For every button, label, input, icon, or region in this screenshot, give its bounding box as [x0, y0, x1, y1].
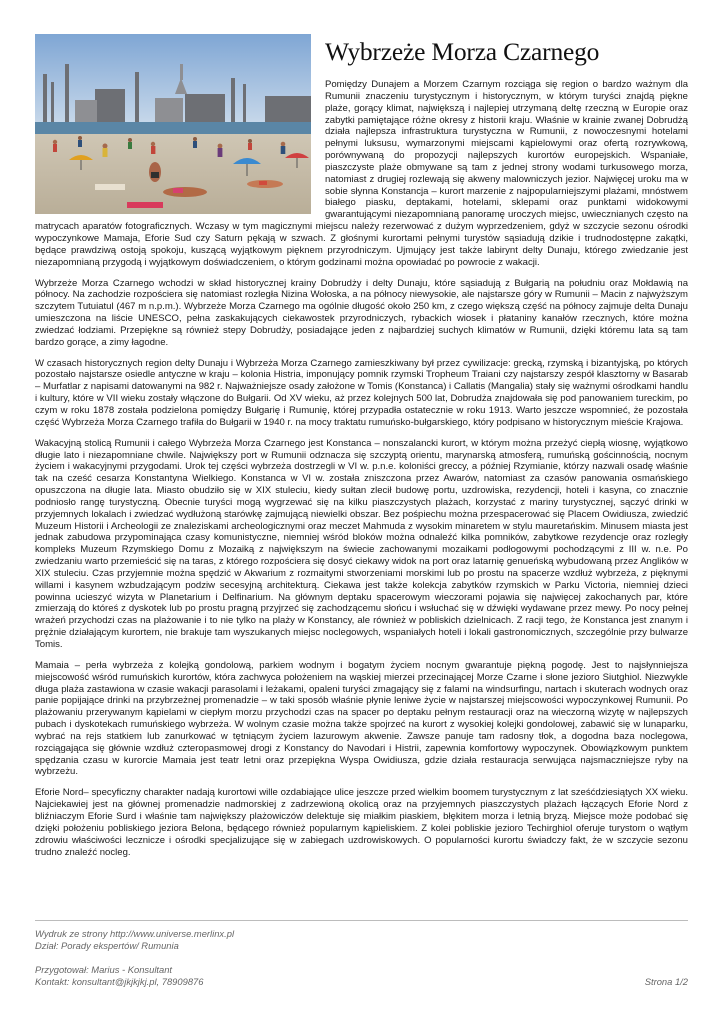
beach-photo — [35, 34, 311, 214]
paragraph-mamaia: Mamaia – perła wybrzeża z kolejką gondolową, parkiem wodnym i bogatym życiem nocnym gwarantuje piękną pogodę. Jest to najsłynniejsza miejscowość wśród rumuńskich kurortów, która zachwyca położeniem na wąskiej mierzei przecinającej Morze Czarne i słone jezioro Siutghiol. Niezwykle długa plaża zastawiona w czasie wakacji parasolami i leżakami, opaleni turyści zmagający się z falami na windsurfingu, nartach i skuterach wodnych oraz panie popijające drinki na przybrzeżnej promenadzie – w taki sposób właśnie płynie leniwe życie w najstarszej miejscowości wypoczynkowej Rumunii. Po plażowaniu przerywanym kąpielami w ciepłym morzu przychodzi czas na spacer po deptaku pełnym restauracji oraz na wieczorną wizytę w najlepszych pubach i dyskotekach rumuńskiego wybrzeża. W wolnym czasie można także spojrzeć na kurort z wysokiej kolejki gondolowej, zabawić się w lunaparku, wybrać na rejs statkiem lub zanurkować w tętniącym życiem lazurowym akwenie. Zawsze panuje tam radosny tłok, a dogodna baza noclegowa, rozciągająca się głównie wzdłuż czteropasmowej drogi z Konstancy do Navodari i Histrii, zapewnia komfortowy wypoczynek. Obowiązkowym punktem spędzania czasu w kurorcie Mamaia jest teatr letni oraz przepiękna Wyspa Owidiusza, gdzie działa restauracja serwująca najsmaczniejsze ryby na wybrzeżu. — [35, 659, 688, 778]
page-footer — [35, 920, 688, 988]
beach-photo-illustration — [35, 34, 311, 214]
paragraph-eforie-nord: Eforie Nord– specyficzny charakter nadają kurortowi wille ozdabiające ulice jeszcze przed wielkim boomem turystycznym z lat sześćdziesiątych XX wieku. Najciekawiej jest na głównej promenadzie nadmorskiej z zadrzewioną okolicą oraz na przyjemnych piaszczystych plażach łączących Eforie Nord z bliźniaczym Eforie Surd i właśnie tam największy plażowiczów delektuje się miałkim piaskiem, błękitem morza i letnią bryzą. Miejsce może podobać się dzięki położeniu pobliskiego jeziora Belona, będącego również popularnym kąpieliskiem. Z kolei pobliskie jezioro Techirghiol oferuje turystom o wątłym zdrowiu właściwości lecznicze i ośrodki specjalizujące się w zabiegach uzdrowiskowych. O popularności kurortu świadczy fakt, że w szczycie sezonu trudno znaleźć nocleg. — [35, 787, 688, 858]
page-title: Wybrzeże Morza Czarnego — [325, 37, 600, 66]
footer-section: Dział: Porady ekspertów/ Rumunia — [35, 940, 179, 951]
page-number: Strona 1/2 — [644, 976, 688, 987]
paragraph-geography: Wybrzeże Morza Czarnego wchodzi w skład historycznej krainy Dobrudży i delty Dunaju, które sąsiadują z Bułgarią na południu oraz Mołdawią na północy. Na zachodzie rozpościera się natomiast rozległa Nizina Wołoska, a na północy niewysokie, ale najstarsze góry w Rumunii – Macin z najwyższym szczytem Tutuiatul (467 m n.p.m.). Wybrzeże Morza Czarnego ma ogólnie długość około 250 km, z czego większą część na północy zajmuje delta Dunaju umieszczona na liście UNESCO, pełna zaskakujących ciekawostek przyrodniczych, rybackich wiosek i płataniny kanałów rzecznych, które można zwiedzać łodziami. Przepiękne są również stepy Dobrudży, posiadające jeden z najbardziej suchych klimatów w Rumunii, dzięki któremu lata są tam bardzo gorące, a zimy łagodne. — [35, 277, 688, 348]
footer-author: Przygotował: Marius - Konsultant — [35, 964, 173, 975]
paragraph-history: W czasach historycznych region delty Dunaju i Wybrzeża Morza Czarnego zamieszkiwany był przez cywilizacje: grecką, rzymską i bizantyjską, po których pozostało najstarsze osiedle antyczne w kraju – kolonia Histria, imponujący pomnik rzymski Tropheum Traiani czy najstarszy zespół klasztorny w Basarab – Murfatlar z napisami datowanymi na 982 r. Najważniejsze osady założone w Tomis (Konstanca) i Callatis (Mangalia) stały się ważnymi ośrodkami handlu i kultury, które w VII wieku zostały włączone do Bułgarii. Od XV wieku, aż przez kolejnych 500 lat, Dobrudża znajdowała się pod panowaniem tureckim, po czym w roku 1878 została podzielona pomiędzy Bułgarię i Rumunię, której przypadła ostatecznie w roku 1913. Warto jeszcze wspomnieć, że pozostała część Wybrzeża Morza Czarnego trafiła do Bułgarii w 1940 r. na mocy traktatu rumuńsko-bułgarskiego, który podpisano w historycznym mieście Krajowa. — [35, 357, 688, 428]
article — [35, 34, 688, 867]
footer-source: Wydruk ze strony http://www.universe.merlinx.pl — [35, 928, 235, 939]
paragraph-intro: Pomiędzy Dunajem a Morzem Czarnym rozciąga się region o bardzo ważnym dla Rumunii znaczeniu turystycznym i historycznym, w którym turyści znajdą piękne plaże, gorący klimat, największą i najlepiej utrzymaną deltę rzeczną w Europie oraz zabytki pamiętające różne okresy z historii kraju. Właśnie w krainie zwanej Dobrudżą działa najlepsza infrastruktura turystyczna w Rumunii, z nowoczesnymi hotelami pełnymi luksusu, wymarzonymi miejscami kąpielowymi oraz ofertą rozrywkową, porównywaną do propozycji najlepszych kurortów europejskich. Wspaniałe, piaszczyste plaże obmywane są tam z jednej strony wodami turkusowego morza, natomiast z drugiej rozlewają się akweny malowniczych jezior. Najwięcej uroku ma w sobie słynna Konstancja – kurort marzenie z najpopularniejszymi plażami, mnóstwem białego piasku, deptakami, hotelami, sklepami oraz punktami widokowymi gwarantującymi niezapomnianą panoramę uroczych miejsc, uwiecznianych często na matrycach aparatów fotograficznych. Wczasy w tym magicznymi miejscu należy rezerwować z dużym wyprzedzeniem, gdyż w szczycie sezonu ośrodki wypoczynkowe Mamaja, Eforie Sud czy Saturn pękają w szwach. Z głośnymi kurortami pełnymi turystów sąsiadują dzikie i trudnodostępne zakątki, będące prawdziwą ostoją spokoju, kuszącą wyjątkowym pięknem przyrodniczym. Ujmujący jest także labirynt delty Dunaju, którego zwiedzanie jest niezapomnianą przygodą i wyjątkowym doświadczeniem, o którym godzinami można opowiadać po powrocie z wakacji. — [35, 79, 688, 268]
paragraph-konstanca: Wakacyjną stolicą Rumunii i całego Wybrzeża Morza Czarnego jest Konstanca – nonszalancki kurort, w którym można przeżyć ciepłą wiosnę, wyjątkowo długie lato i niezapomniane chwile. Największy port w Rumunii odznacza się szczyptą orientu, marynarską atmosferą, rumuńską gościnnością, nocnym życiem i wakacyjnymi przygodami. Urok tej części wybrzeża dostrzegli w VI w. p.n.e. koloniści greccy, a później Rzymianie, którzy nazwali osadę właśnie tak na cześć cesarza Konstantyna Wielkiego. Konstanca w VI w. została zniszczona przez Awarów, natomiast za czasów panowania osmańskiego opuszczona na długie lata. Miasto obudziło się w XIX stuleciu, kiedy sułtan zlecił budowę portu, uzdrowiska, rezydencji, hoteli i kasyna, co znacznie podniosło rangę turystyczną. Obecnie turyści mogą wygrzewać się na kilku piaszczystych plażach, korzystać z mariny turystycznej, sączyć drinki w przyjemnych lokalach i zwiedzać wydłużoną starówkę zajmującą niewielki obszar. Bez pośpiechu można przespacerować się Placem Owidiusza, zwiedzić Muzeum Historii i Archeologii ze znaleziskami archeologicznymi oraz meczet Mahmuda z wysokim minaretem w stylu mauretańskim. Minusem miasta jest jednak zabudowa przypominająca czasy komunistyczne, niemniej wśród bloków można odnaleźć kilka pomników, zabytkowe rezydencje oraz rozległy kompleks Muzeum Rzymskiego Domu z Mozaiką z największym na świecie zachowanymi mozaikami podłogowymi pochodzącymi z III w. n.e. Po zwiedzaniu warto przemieścić się na taras, z którego rozpościera się dosyć ciekawy widok na port oraz latarnię genueńską wybudowaną przez Anglików w XIX stuleciu. Czas przyjemnie można spędzić w Akwarium z rozmaitymi stworzeniami morskimi lub po prostu na spacerze wzdłuż wybrzeża, z pięknymi willami i kasynem wzbudzającym podziw secesyjną architekturą. Ciekawa jest także kolekcja zabytków rzymskich w Parku Victoria, niemniej dzieci powinna ucieszyć wizyta w Planetarium i Delfinarium. Na głównym deptaku spacerowym wieczorami pojawia się najwięcej zakochanych par, które zmierzają do któreś z dyskotek lub po prostu pragną przyjrzeć się zachodzącemu słońcu i wsłuchać się w dźwięki wydawane przez mewy. Po nocy pełnej wrażeń przychodzi czas na plażowanie i to nie tylko na plaży w Konstancy, ale również w pobliskich dzielnicach. Z racji tego, że Konstanca jest znanym i prężnie działającym kurortem, nie brakuje tam wyszukanych miejsc noclegowych, wspaniałych hoteli i lokali gastronomicznych, szczególnie przy bulwarze Tomis. — [35, 437, 688, 651]
footer-contact: Kontakt: konsultant@jkjkjkj.pl, 78909876 — [35, 976, 204, 987]
